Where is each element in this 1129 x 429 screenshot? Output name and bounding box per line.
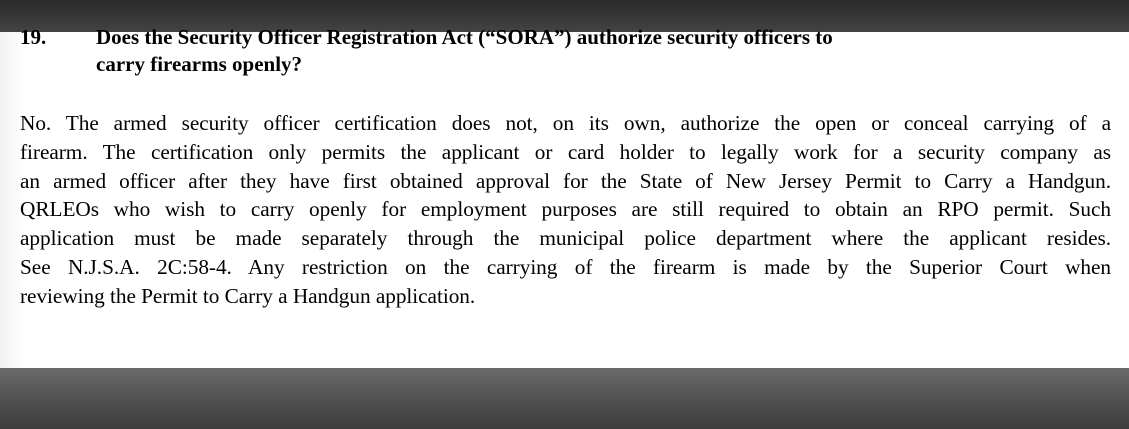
question-text-line-1: Does the Security Officer Registration Act (“SORA”) authorize security officers to bbox=[96, 25, 833, 49]
answer-line: No. The armed security officer certification does not, on its own, authorize the open or conceal carrying of a bbox=[20, 111, 1111, 135]
answer-line: an armed officer after they have first obtained approval for the State of New Jersey Permit to Carry a Handgun. bbox=[20, 168, 1111, 193]
question-number: 19. bbox=[20, 25, 47, 49]
question-text-line-2: carry firearms openly? bbox=[96, 52, 303, 76]
faq-question bbox=[20, 24, 1110, 78]
answer-line: application must be made separately through the municipal police department where the applicant resides. bbox=[20, 226, 1111, 251]
answer-line: See N.J.S.A. 2C:58-4. Any restriction on the carrying of the firearm is made by the Superior Court when bbox=[20, 254, 1111, 279]
question-text bbox=[96, 24, 1056, 78]
faq-answer bbox=[20, 109, 1111, 311]
bottom-background-band bbox=[0, 368, 1129, 429]
answer-line: QRLEOs who wish to carry openly for employment purposes are still required to obtain an RPO permit. Such bbox=[20, 197, 1111, 222]
answer-line: firearm. The certification only permits the applicant or card holder to legally work for a security company as bbox=[20, 139, 1111, 164]
answer-line: reviewing the Permit to Carry a Handgun application. bbox=[20, 283, 476, 308]
